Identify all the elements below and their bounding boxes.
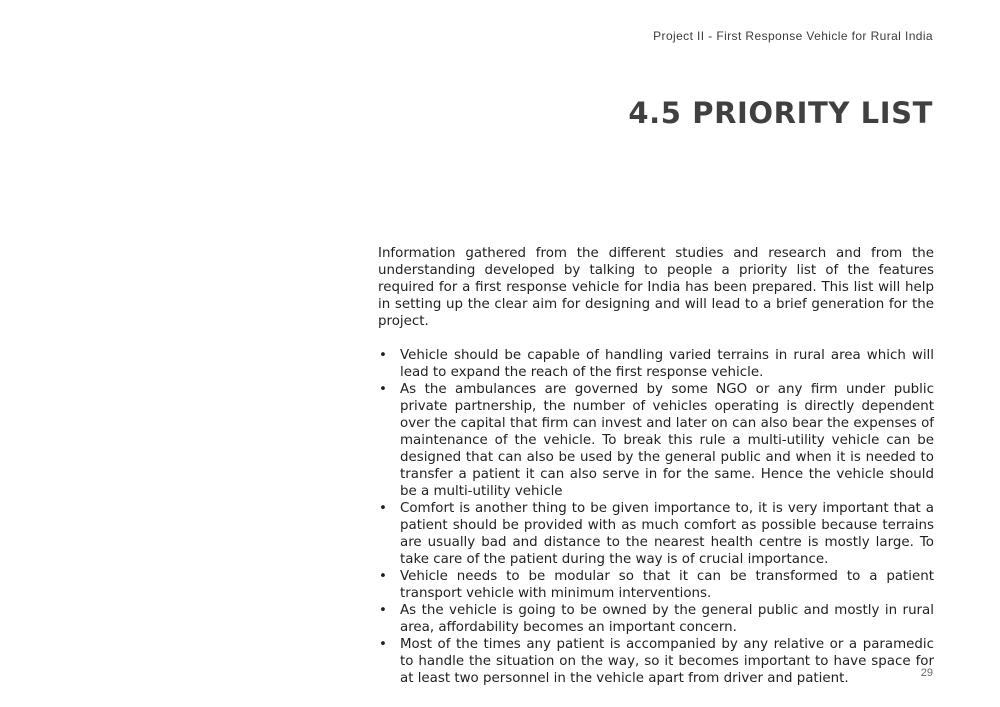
page-number: 29 bbox=[920, 667, 933, 679]
running-header: Project II - First Response Vehicle for Rural India bbox=[653, 29, 933, 43]
bullet-icon: • bbox=[379, 603, 387, 618]
list-item bbox=[378, 500, 934, 568]
section-title: 4.5 PRIORITY LIST bbox=[628, 96, 933, 130]
intro-paragraph: Information gathered from the different studies and research and from the understanding developed by talking to people a priority list of the features required for a first response vehicle for India has been prepared. This list will help in setting up the clear aim for designing and will lead to a brief generation for the project. bbox=[378, 246, 934, 329]
list-item bbox=[378, 347, 934, 381]
list-item bbox=[378, 568, 934, 602]
list-item bbox=[378, 381, 934, 500]
list-item-text: Vehicle should be capable of handling varied terrains in rural area which will lead to expand the reach of the first response vehicle. bbox=[400, 348, 934, 380]
body-content bbox=[378, 245, 934, 687]
list-item bbox=[378, 602, 934, 636]
list-item-text: Most of the times any patient is accompanied by any relative or a paramedic to handle the situation on the way, so it becomes important to have space for at least two personnel in the vehicle apart from driver and patient. bbox=[400, 637, 934, 686]
bullet-icon: • bbox=[379, 637, 387, 652]
list-item-text: As the ambulances are governed by some NGO or any firm under public private partnership, the number of vehicles operating is directly dependent over the capital that firm can invest and later on can also bear the expenses of maintenance of the vehicle. To break this rule a multi-utility vehicle can be designed that can also be used by the general public and when it is needed to transfer a patient it can also serve in for the same. Hence the vehicle should be a multi-utility vehicle bbox=[400, 382, 934, 499]
priority-list bbox=[378, 347, 934, 687]
bullet-icon: • bbox=[379, 569, 387, 584]
bullet-icon: • bbox=[379, 501, 387, 516]
list-item-text: As the vehicle is going to be owned by the general public and mostly in rural area, affordability becomes an important concern. bbox=[400, 603, 934, 635]
list-item bbox=[378, 636, 934, 687]
bullet-icon: • bbox=[379, 348, 387, 363]
list-item-text: Vehicle needs to be modular so that it can be transformed to a patient transport vehicle with minimum interventions. bbox=[400, 569, 934, 601]
bullet-icon: • bbox=[379, 382, 387, 397]
list-item-text: Comfort is another thing to be given importance to, it is very important that a patient should be provided with as much comfort as possible because terrains are usually bad and distance to the nearest health centre is mostly large. To take care of the patient during the way is of crucial importance. bbox=[400, 501, 934, 567]
